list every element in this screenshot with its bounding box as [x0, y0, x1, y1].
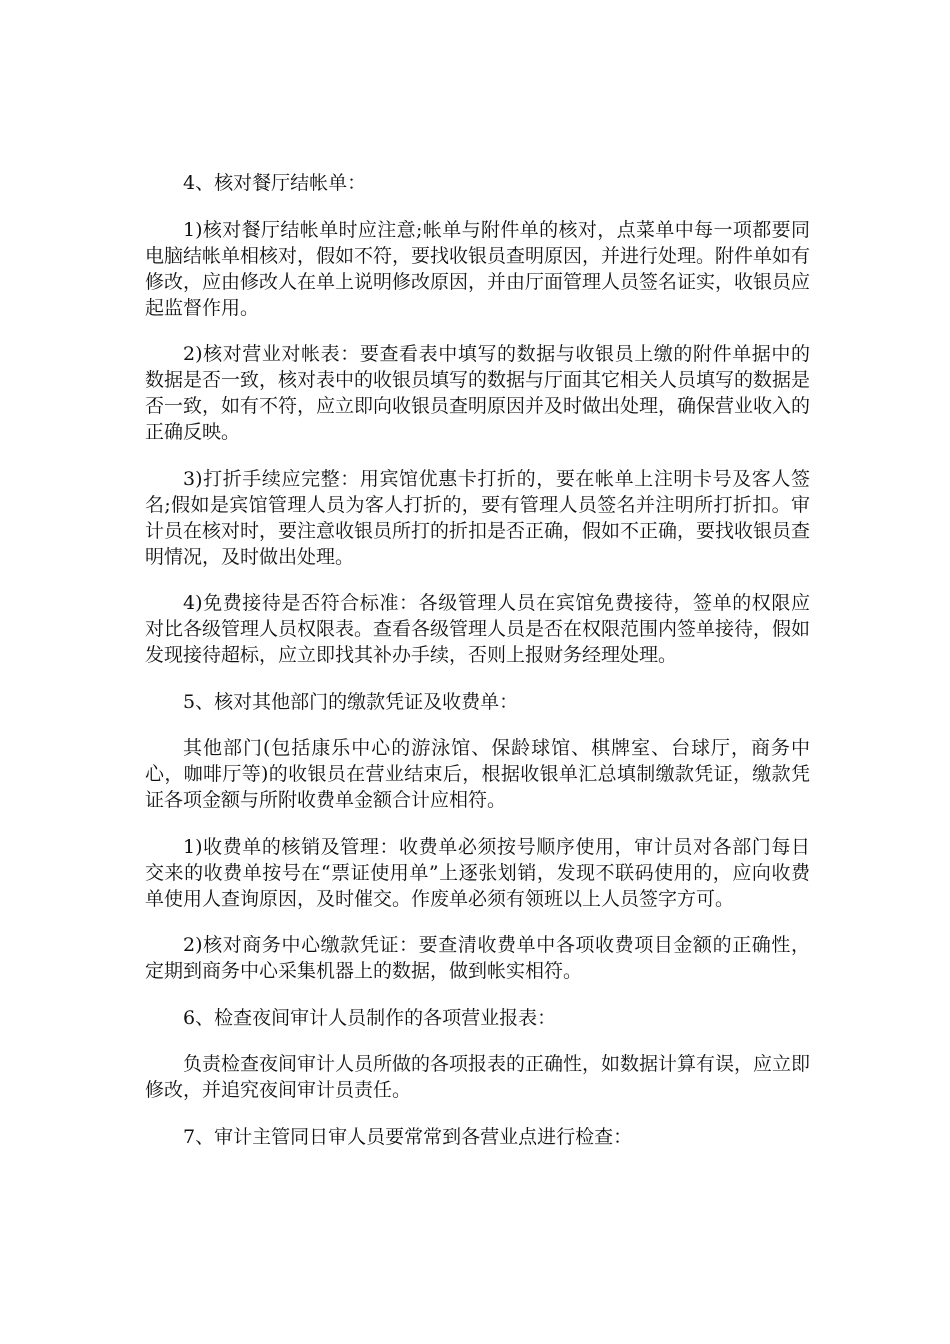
- paragraph-discount-procedure: 3)打折手续应完整：用宾馆优惠卡打折的，要在帐单上注明卡号及客人签名;假如是宾馆管理人员为客人打折的，要有管理人员签名并注明所打折扣。审计员在核对时，要注意收银员所打的折扣是否正确，假如不正确，要找收银员查明情况，及时做出处理。: [145, 467, 811, 568]
- paragraph-business-center-payment: 2)核对商务中心缴款凭证：要查清收费单中各项收费项目金额的正确性，定期到商务中心采集机器上的数据，做到帐实相符。: [145, 934, 810, 982]
- paragraph-night-audit-check: 负责检查夜间审计人员所做的各项报表的正确性，如数据计算有误，应立即修改，并追究夜间审计员责任。: [145, 1053, 811, 1101]
- section-heading-5: 5、核对其他部门的缴款凭证及收费单：: [183, 690, 519, 713]
- paragraph-restaurant-bill-check: 1)核对餐厅结帐单时应注意;帐单与附件单的核对，点菜单中每一项都要同电脑结帐单相核对，假如不符，要找收银员查明原因，并进行处理。附件单如有修改，应由修改人在单上说明修改原因，并由厅面管理人员签名证实，收银员应起监督作用。: [145, 218, 811, 319]
- document-page: [145, 170, 810, 1170]
- paragraph-business-statement-check: 2)核对营业对帐表：要查看表中填写的数据与收银员上缴的附件单据中的数据是否一致，核对表中的收银员填写的数据与厅面其它相关人员填写的数据是否一致，如有不符，应立即向收银员查明原因并及时做出处理，确保营业收入的正确反映。: [145, 343, 811, 443]
- paragraph-receipt-management: 1)收费单的核销及管理：收费单必须按号顺序使用，审计员对各部门每日交来的收费单按号在“票证使用单”上逐张划销，发现不联码使用的，应向收费单使用人查询原因，及时催交。作废单必须有领班以上人员签字方可。: [145, 835, 810, 910]
- section-heading-6: 6、检查夜间审计人员制作的各项营业报表：: [183, 1006, 557, 1029]
- paragraph-other-departments: 其他部门(包括康乐中心的游泳馆、保龄球馆、棋牌室、台球厅，商务中心，咖啡厅等)的收银员在营业结束后，根据收银单汇总填制缴款凭证，缴款凭证各项金额与所附收费单金额合计应相符。: [145, 737, 810, 811]
- paragraph-free-reception-standard: 4)免费接待是否符合标准：各级管理人员在宾馆免费接待，签单的权限应对比各级管理人员权限表。查看各级管理人员是否在权限范围内签单接待，假如发现接待超标，应立即找其补办手续，否则上报财务经理处理。: [145, 592, 811, 666]
- section-heading-4: 4、核对餐厅结帐单：: [183, 172, 367, 194]
- section-heading-7: 7、审计主管同日审人员要常常到各营业点进行检查：: [183, 1125, 633, 1148]
